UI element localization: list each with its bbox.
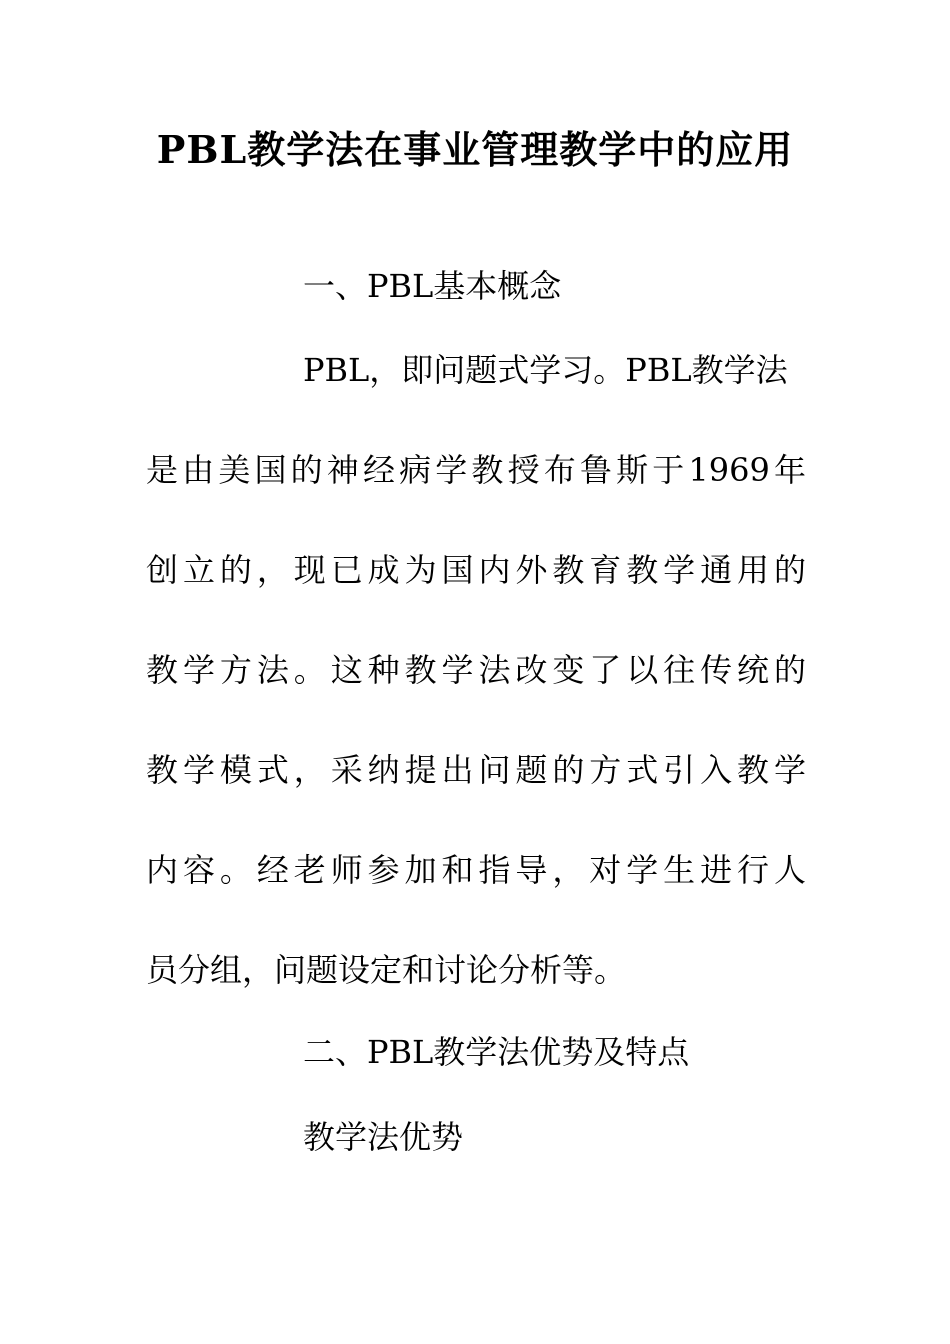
section-heading-1: 一、PBL基本概念 xyxy=(303,267,562,305)
paragraph-line: PBL，即问题式学习。PBL教学法 xyxy=(303,351,788,389)
paragraph-line: 是由美国的神经病学教授布鲁斯于1969年 xyxy=(146,451,806,489)
document-title: PBL教学法在事业管理教学中的应用 xyxy=(156,127,794,172)
section-heading-2: 二、PBL教学法优势及特点 xyxy=(303,1033,690,1071)
paragraph-line: 教学模式，采纳提出问题的方式引入教学 xyxy=(146,751,806,789)
paragraph-line: 创立的，现已成为国内外教育教学通用的 xyxy=(146,551,806,589)
paragraph-line: 教学方法。这种教学法改变了以往传统的 xyxy=(146,651,806,689)
paragraph-line: 员分组，问题设定和讨论分析等。 xyxy=(146,951,627,989)
subsection-heading: 教学法优势 xyxy=(303,1118,464,1156)
paragraph-line: 内容。经老师参加和指导，对学生进行人 xyxy=(146,851,806,889)
